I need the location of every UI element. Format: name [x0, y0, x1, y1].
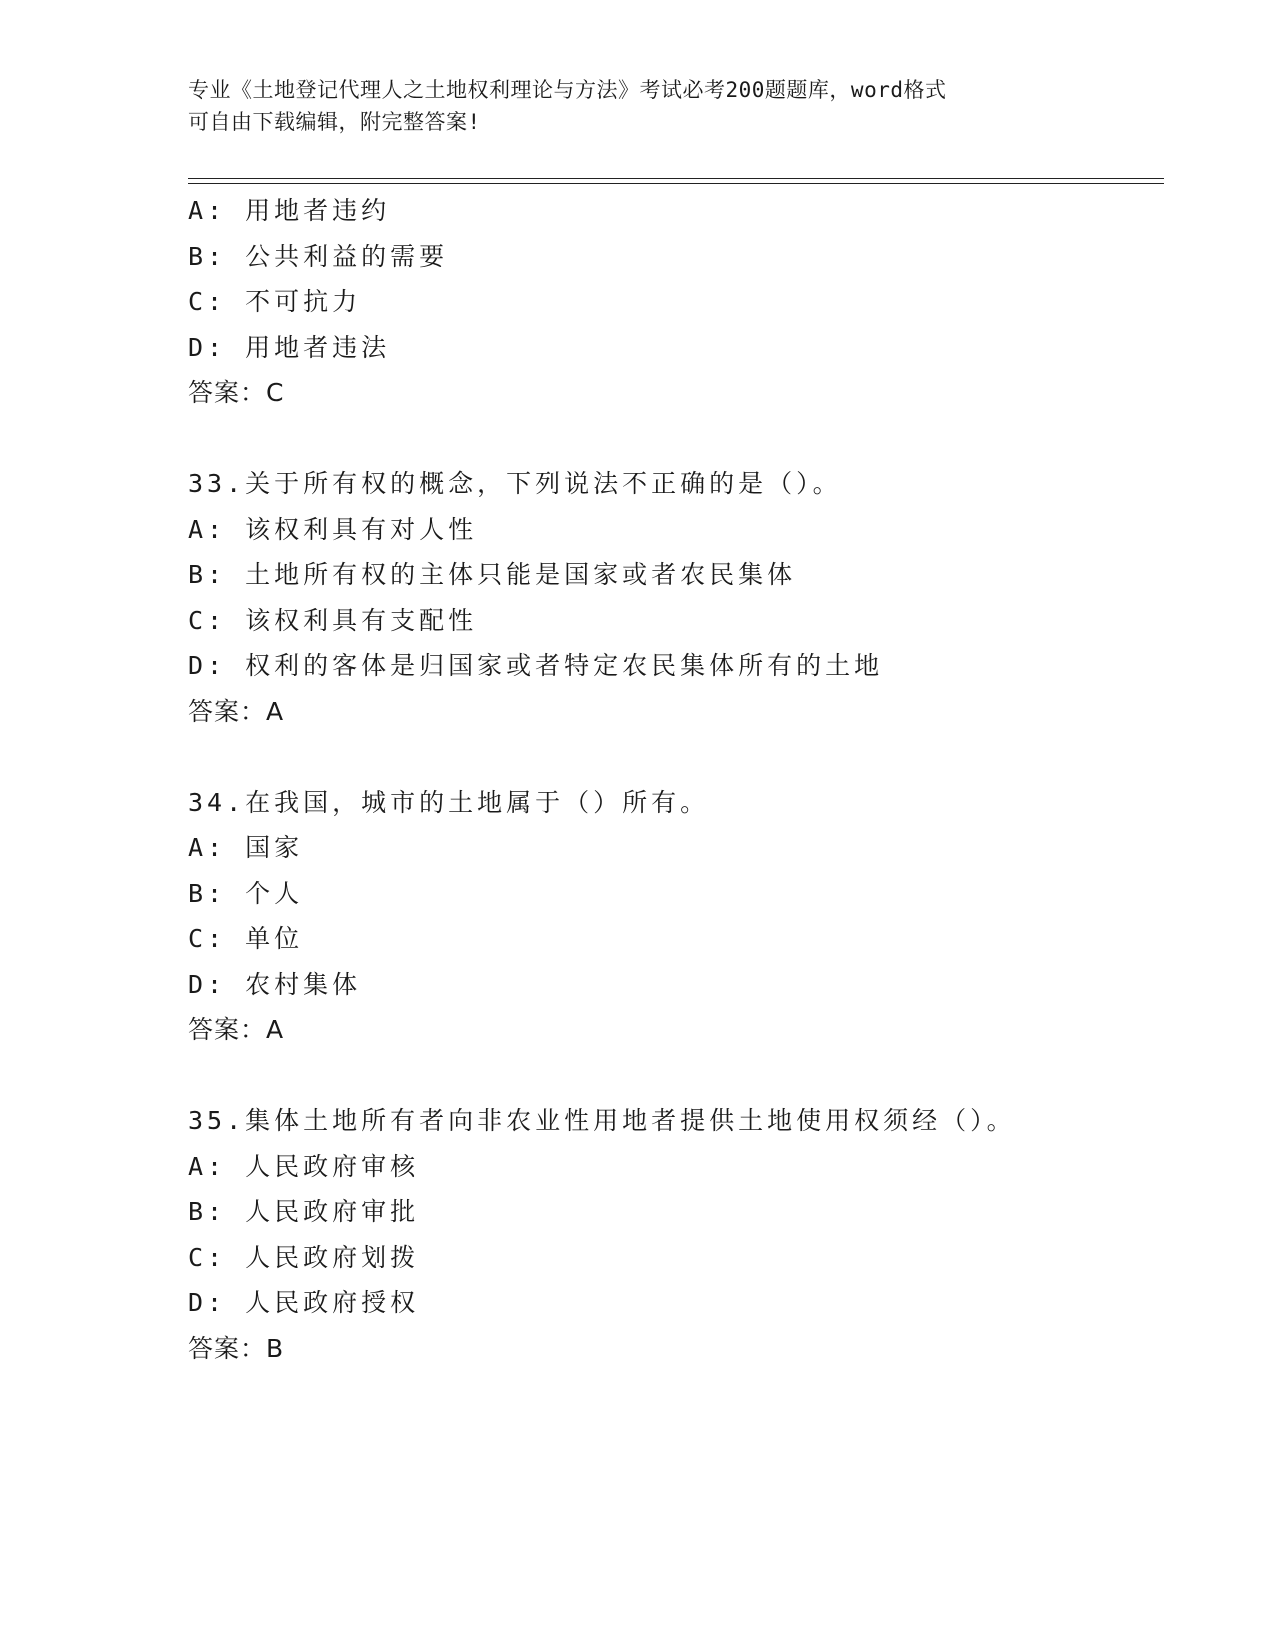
header-line-2: 可自由下载编辑，附完整答案! [188, 110, 481, 134]
question-block [188, 188, 1148, 416]
spacer [188, 1053, 1148, 1099]
answer-line: 答案：B [188, 1333, 285, 1363]
question-stem: 34.在我国，城市的土地属于（）所有。 [188, 787, 710, 817]
option-c: C: 人民政府划拨 [188, 1242, 420, 1272]
option-b: B: 人民政府审批 [188, 1197, 420, 1226]
spacer [188, 734, 1148, 780]
option-c: C: 不可抗力 [188, 287, 362, 316]
header-divider [188, 178, 1164, 184]
page-header [188, 74, 1088, 138]
answer-line: 答案：C [188, 378, 285, 407]
question-block [188, 1098, 1148, 1371]
answer-line: 答案：A [188, 696, 285, 726]
option-a: A: 用地者违约 [188, 196, 391, 225]
option-d: D: 用地者违法 [188, 332, 391, 362]
question-stem: 33.关于所有权的概念，下列说法不正确的是（）。 [188, 469, 842, 498]
option-a: A: 人民政府审核 [188, 1151, 420, 1181]
option-d: D: 农村集体 [188, 969, 362, 999]
spacer [188, 416, 1148, 462]
option-c: C: 该权利具有支配性 [188, 605, 478, 635]
question-stem: 35.集体土地所有者向非农业性用地者提供土地使用权须经（）。 [188, 1106, 1016, 1135]
header-line-1: 专业《土地登记代理人之土地权利理论与方法》考试必考200题题库，word格式 [188, 78, 947, 102]
question-block [188, 461, 1148, 734]
option-b: B: 土地所有权的主体只能是国家或者农民集体 [188, 560, 797, 589]
option-b: B: 公共利益的需要 [188, 241, 449, 271]
answer-line: 答案：A [188, 1015, 285, 1044]
option-b: B: 个人 [188, 878, 304, 908]
option-a: A: 国家 [188, 833, 304, 862]
option-c: C: 单位 [188, 924, 304, 953]
document-body [188, 188, 1148, 1371]
option-a: A: 该权利具有对人性 [188, 514, 478, 544]
option-d: D: 人民政府授权 [188, 1288, 420, 1317]
question-block [188, 780, 1148, 1053]
option-d: D: 权利的客体是归国家或者特定农民集体所有的土地 [188, 651, 884, 680]
